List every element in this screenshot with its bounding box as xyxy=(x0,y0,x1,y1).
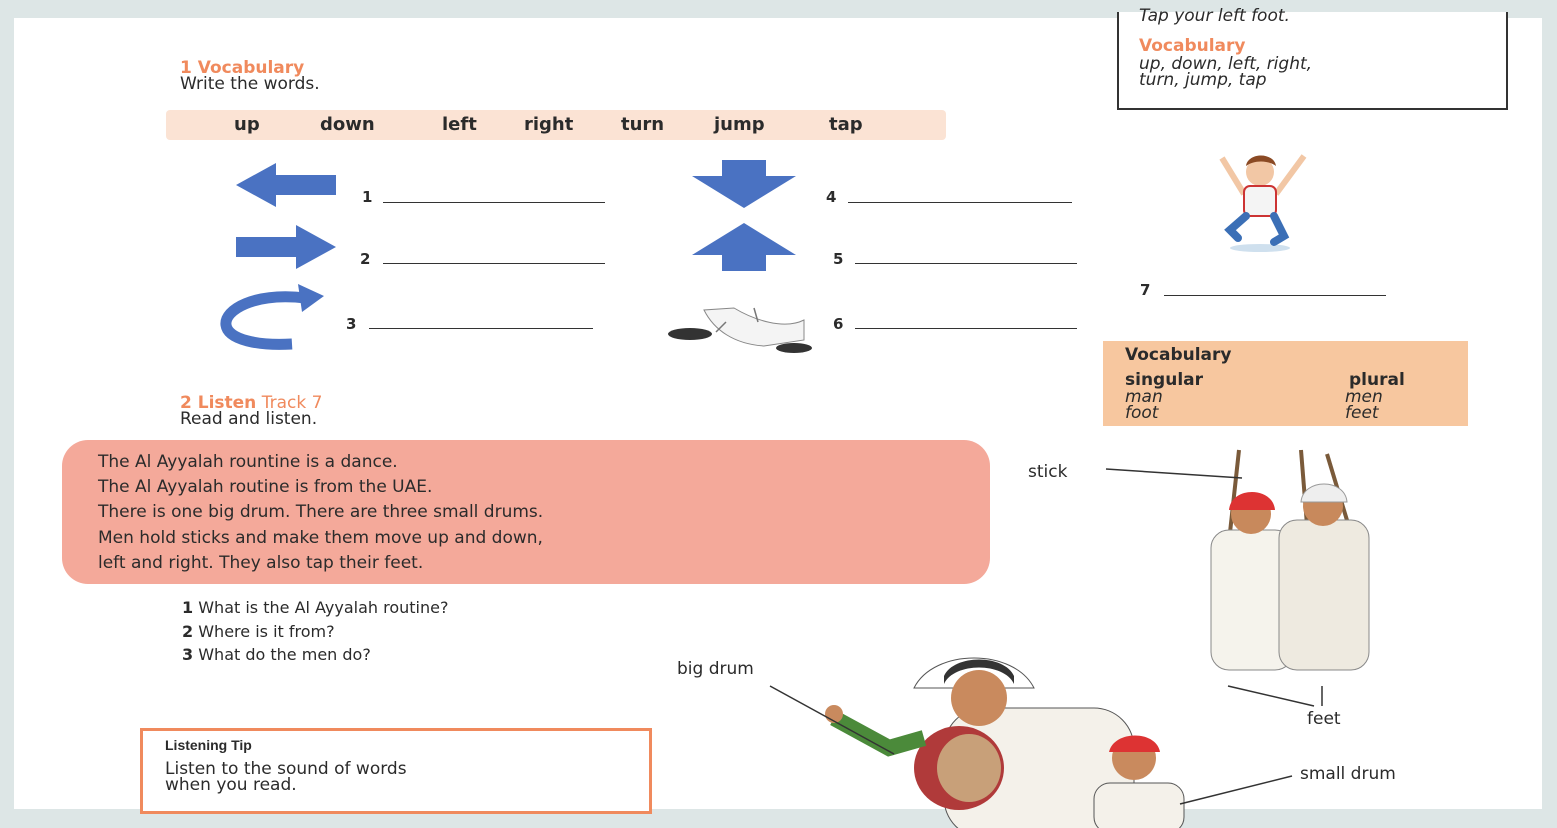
up-arrow-icon xyxy=(692,223,796,273)
tapping-feet-icon xyxy=(654,300,814,360)
word-bank xyxy=(166,110,946,140)
section-1-instruction: Write the words. xyxy=(180,74,320,94)
cut-off-instruction: Tap your left foot. xyxy=(1139,6,1290,26)
question-number: 2 xyxy=(182,622,194,641)
item-number: 2 xyxy=(360,250,371,268)
small-drum-pointer-line xyxy=(14,18,15,19)
left-arrow-icon xyxy=(236,163,336,213)
label-big-drum: big drum xyxy=(677,659,754,679)
item-number: 4 xyxy=(826,188,837,206)
vocabulary-sidebar-box xyxy=(1117,6,1508,110)
question-text: What do the men do? xyxy=(198,645,371,664)
reading-line: The Al Ayyalah routine is from the UAE. xyxy=(98,477,433,497)
answer-line-7[interactable] xyxy=(1164,295,1386,296)
listening-tip-box xyxy=(140,728,652,814)
tip-line: Listen to the sound of words xyxy=(165,759,407,779)
answer-line-5[interactable] xyxy=(855,263,1077,264)
label-stick: stick xyxy=(1028,462,1068,482)
answer-line-2[interactable] xyxy=(383,263,605,264)
section-2-instruction: Read and listen. xyxy=(180,409,318,429)
plural-header: plural xyxy=(1349,370,1405,390)
sidebar-vocab-title: Vocabulary xyxy=(1139,36,1246,56)
item-number: 6 xyxy=(833,315,844,333)
question-item xyxy=(182,598,448,617)
singular-word: foot xyxy=(1125,403,1159,423)
answer-line-6[interactable] xyxy=(855,328,1077,329)
singular-word: man xyxy=(1125,387,1163,407)
question-number: 1 xyxy=(182,598,194,617)
reading-line: The Al Ayyalah rountine is a dance. xyxy=(98,452,398,472)
question-number: 3 xyxy=(182,645,194,664)
question-item xyxy=(182,622,335,641)
word-bank-item: right xyxy=(524,114,574,135)
reading-passage xyxy=(62,440,990,584)
reading-line: left and right. They also tap their feet. xyxy=(98,553,424,573)
word-bank-item: up xyxy=(234,114,260,135)
answer-line-3[interactable] xyxy=(369,328,593,329)
item-number: 7 xyxy=(1140,281,1151,299)
dancers-with-sticks-illustration xyxy=(1199,450,1389,680)
answer-line-4[interactable] xyxy=(848,202,1072,203)
word-bank-item: left xyxy=(442,114,477,135)
track-label: Track 7 xyxy=(261,393,323,413)
question-item xyxy=(182,645,371,664)
jumping-boy-illustration xyxy=(1208,146,1318,256)
vocabulary-singular-plural-box xyxy=(1103,341,1468,426)
sidebar-vocab-words-2: turn, jump, tap xyxy=(1139,70,1267,90)
section-2-number: 2 Listen xyxy=(180,393,257,413)
down-arrow-icon xyxy=(692,160,796,210)
vocab-box-title: Vocabulary xyxy=(1125,345,1232,365)
answer-line-1[interactable] xyxy=(383,202,605,203)
plural-word: feet xyxy=(1345,403,1379,423)
tip-title: Listening Tip xyxy=(165,737,252,753)
item-number: 5 xyxy=(833,250,844,268)
plural-word: men xyxy=(1345,387,1383,407)
word-bank-item: jump xyxy=(714,114,765,135)
question-text: What is the Al Ayyalah routine? xyxy=(198,598,449,617)
label-small-drum: small drum xyxy=(1300,764,1396,784)
turn-arrow-icon xyxy=(214,280,329,350)
section-1-heading: 1 Vocabulary xyxy=(180,58,305,78)
drummers-illustration xyxy=(794,648,1214,828)
worksheet-page xyxy=(14,6,1542,809)
label-feet: feet xyxy=(1307,709,1341,729)
item-number: 1 xyxy=(362,188,373,206)
word-bank-item: down xyxy=(320,114,375,135)
reading-line: Men hold sticks and make them move up and down, xyxy=(98,528,543,548)
reading-line: There is one big drum. There are three small drums. xyxy=(98,502,544,522)
word-bank-item: tap xyxy=(829,114,863,135)
sidebar-vocab-words-1: up, down, left, right, xyxy=(1139,54,1313,74)
word-bank-item: turn xyxy=(621,114,665,135)
item-number: 3 xyxy=(346,315,357,333)
question-text: Where is it from? xyxy=(198,622,335,641)
tip-line: when you read. xyxy=(165,775,297,795)
right-arrow-icon xyxy=(236,225,336,275)
singular-header: singular xyxy=(1125,370,1204,390)
